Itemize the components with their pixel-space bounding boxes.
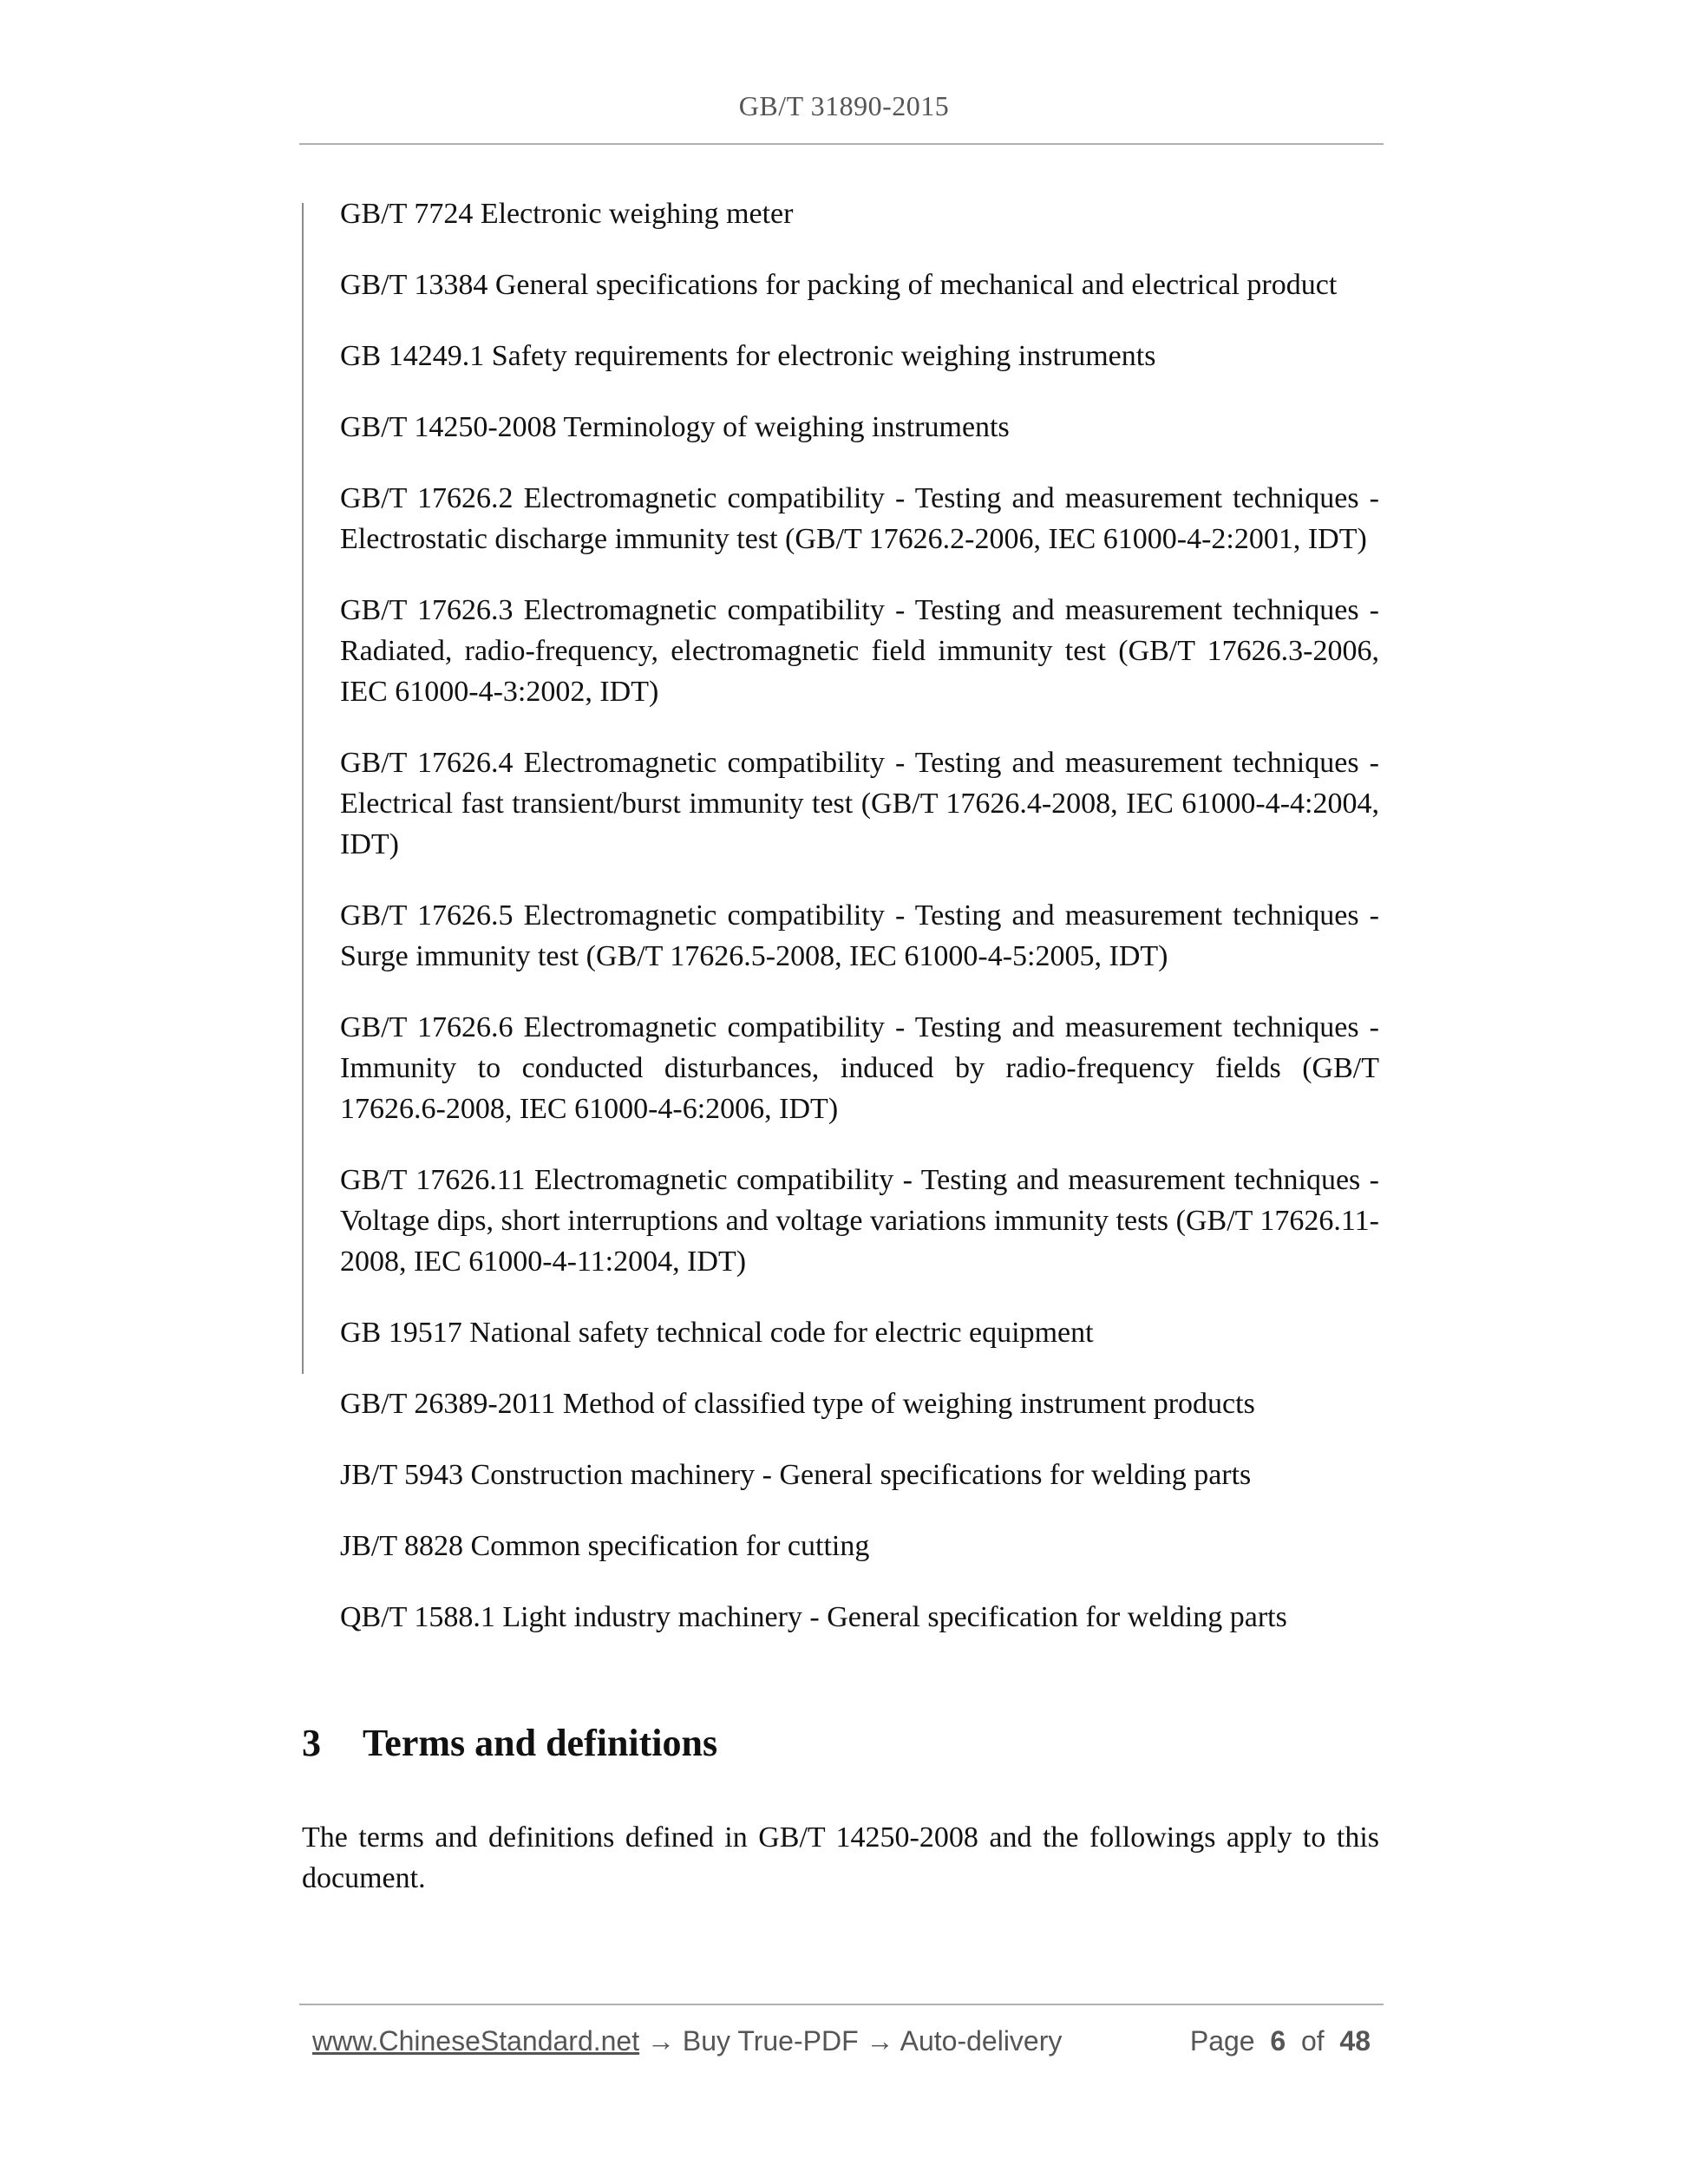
reference-item: GB/T 14250-2008 Terminology of weighing instruments [340, 411, 1010, 443]
section-number: 3 [302, 1722, 321, 1764]
footer-nav [312, 2025, 1062, 2057]
reference-item: QB/T 1588.1 Light industry machinery - General specification for welding parts [340, 1601, 1287, 1633]
reference-item: GB/T 17626.2 Electromagnetic compatibility - Testing and measurement techniques - Electrostatic discharge immunity test (GB/T 17626.2-2006, IEC 61000-4-2:2001, IDT) [340, 482, 1379, 555]
page-indicator [1190, 2025, 1371, 2057]
reference-item: JB/T 5943 Construction machinery - General specifications for welding parts [340, 1459, 1252, 1491]
reference-item: GB/T 17626.3 Electromagnetic compatibility - Testing and measurement techniques - Radiated, radio-frequency, electromagnetic field immunity test (GB/T 17626.3-2006, IEC 61000-4-3:2002, IDT) [340, 594, 1379, 708]
page-number: 6 [1270, 2025, 1286, 2056]
reference-item: GB/T 17626.4 Electromagnetic compatibility - Testing and measurement techniques - Electrical fast transient/burst immunity test (GB/T 17626.4-2008, IEC 61000-4-4:2004, IDT) [340, 747, 1379, 860]
footer-nav-text: → Buy True-PDF → Auto-delivery [639, 2025, 1063, 2056]
reference-item: GB/T 26389-2011 Method of classified type of weighing instrument products [340, 1388, 1255, 1420]
reference-item: GB/T 7724 Electronic weighing meter [340, 198, 794, 230]
page-footer [312, 2025, 1379, 2069]
page-label: Page [1189, 2025, 1255, 2056]
footer-divider [299, 2004, 1384, 2005]
reference-item: GB/T 13384 General specifications for packing of mechanical and electrical product [340, 269, 1338, 301]
document-code-header: GB/T 31890-2015 [738, 90, 950, 121]
page-total: 48 [1339, 2025, 1371, 2056]
section-heading [302, 1722, 717, 1765]
reference-item: GB/T 17626.5 Electromagnetic compatibility - Testing and measurement techniques - Surge immunity test (GB/T 17626.5-2008, IEC 61000-4-5:2005, IDT) [340, 899, 1379, 972]
normative-references-list [340, 193, 1379, 1668]
reference-item: GB/T 17626.11 Electromagnetic compatibility - Testing and measurement techniques - Voltage dips, short interruptions and voltage variations immunity tests (GB/T 17626.11-2008, IEC 61000-4-11:2004, IDT) [340, 1164, 1379, 1278]
site-link[interactable]: www.ChineseStandard.net [312, 2025, 640, 2056]
of-label: of [1300, 2025, 1325, 2056]
reference-item: GB/T 17626.6 Electromagnetic compatibility - Testing and measurement techniques - Immunity to conducted disturbances, induced by radio-frequency fields (GB/T 17626.6-2008, IEC 61000-4-6:2006, IDT) [340, 1011, 1379, 1125]
section-title: Terms and definitions [363, 1722, 718, 1764]
reference-item: GB 14249.1 Safety requirements for electronic weighing instruments [340, 340, 1156, 372]
reference-item: JB/T 8828 Common specification for cutting [340, 1530, 870, 1562]
section-body-paragraph: The terms and definitions defined in GB/T 14250-2008 and the followings apply to this document. [302, 1821, 1379, 1894]
header-divider [299, 143, 1384, 145]
revision-change-bar [302, 203, 304, 1374]
reference-item: GB 19517 National safety technical code for electric equipment [340, 1317, 1094, 1349]
